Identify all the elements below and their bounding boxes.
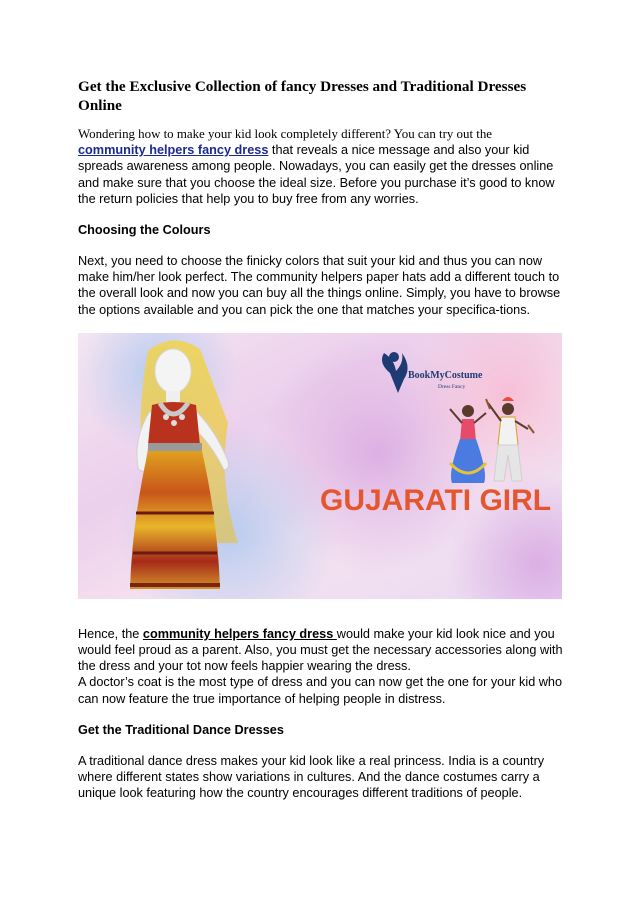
after-banner-paragraph	[78, 626, 566, 675]
community-helpers-link-2[interactable]: community helpers fancy dress	[142, 626, 337, 641]
intro-rest-text: that reveals a nice message and also your kid spreads awareness among people. Nowadays, you can easily get the dresses online and make sure that you choose the ideal size. Before you purchase it’s good to know the return policies that help you to buy free from any worries.	[78, 143, 555, 206]
dance-paragraph: A traditional dance dress makes your kid look like a real princess. India is a country where different states show variations in cultures. And the dance costumes carry a unique look featuring how the country encourages different traditions of people.	[78, 753, 545, 801]
banner-caption: GUJARATI GIRL	[320, 483, 552, 517]
gujarati-girl-banner	[78, 333, 562, 599]
brand-name: BookMyCostume	[408, 369, 483, 381]
intro-paragraph	[78, 126, 566, 207]
intro-serif-text: Wondering how to make your kid look completely different? You can try out the	[78, 127, 493, 141]
after-banner-rest: would make your kid look nice and you would feel proud as a parent. Also, you must get the necessary accessories along with the dress and your tot now feels happier wearing the dress.	[78, 626, 563, 674]
banner-illustration	[78, 333, 562, 599]
section-title-dance: Get the Traditional Dance Dresses	[78, 722, 284, 737]
article	[78, 77, 566, 801]
after-banner-lead: Hence, the	[78, 626, 143, 641]
brand-tagline: Dress Fancy	[438, 383, 466, 390]
colours-paragraph: Next, you need to choose the finicky colors that suit your kid and thus you can now make him/her look perfect. The community helpers paper hats add a different touch to the overall look and now you can buy all the things online. Simply, you have to browse the options available and you can pick the one that matches your specifica-tions.	[78, 254, 561, 317]
doctor-coat-paragraph: A doctor’s coat is the most type of dress and you can now get the one for your kid who can now feature the true importance of helping people in distress.	[78, 675, 563, 706]
community-helpers-link[interactable]: community helpers fancy dress	[78, 143, 269, 158]
article-title: Get the Exclusive Collection of fancy Dresses and Traditional Dresses Online	[78, 78, 527, 114]
section-title-colours: Choosing the Colours	[78, 223, 211, 238]
